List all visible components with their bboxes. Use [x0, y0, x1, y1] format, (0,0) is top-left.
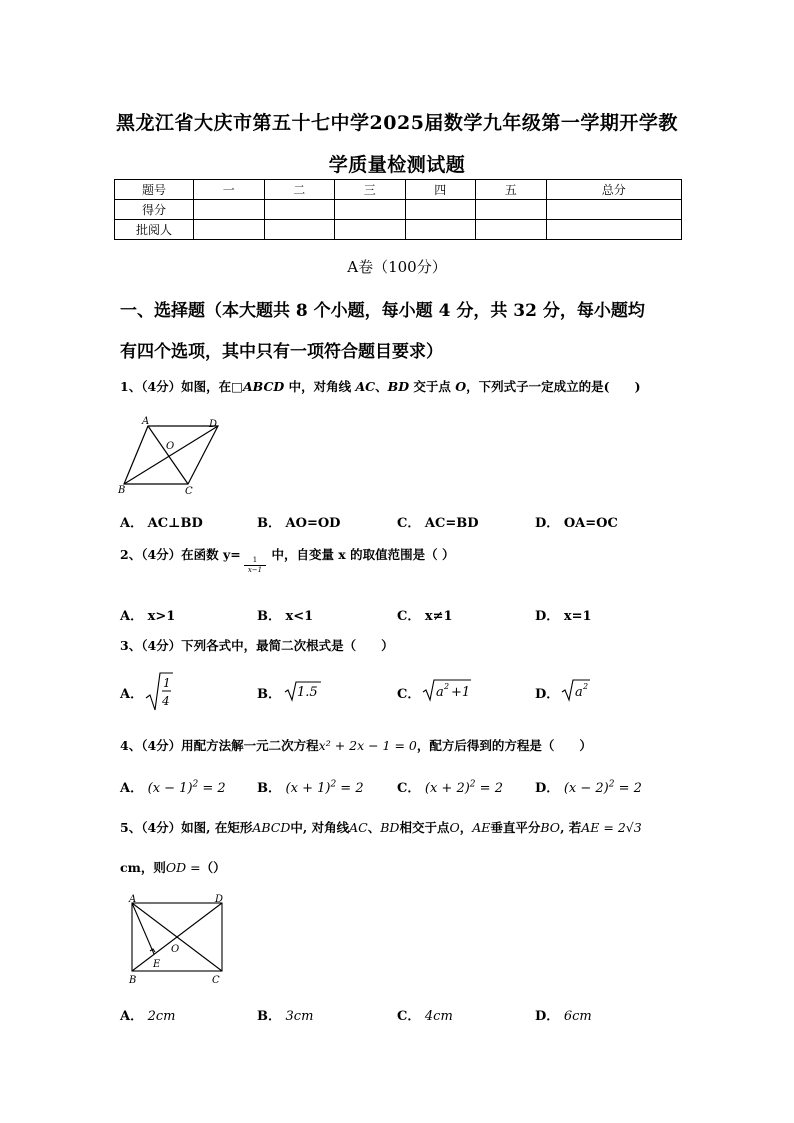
figure-label: E: [153, 959, 161, 970]
score-table: [114, 179, 682, 240]
fraction-numerator: 1: [252, 556, 258, 564]
q1-var: ABCD: [242, 379, 285, 394]
score-header-cell: 五: [476, 180, 547, 200]
q1-option-c[interactable]: C． AC=BD: [397, 516, 479, 531]
section-heading-line-2: 有四个选项，其中只有一项符合题目要求）: [120, 342, 443, 362]
radicand-denominator: 4: [162, 694, 170, 708]
q1-text: 、: [375, 379, 388, 394]
question-5-stem-line-2: cm，则OD =（）: [120, 860, 226, 875]
q2-option-a[interactable]: A． x>1: [120, 609, 176, 624]
q2-fraction: [244, 556, 266, 575]
q1-var: AC: [355, 379, 376, 394]
figure-label: C: [212, 975, 220, 986]
score-header-cell: 二: [264, 180, 335, 200]
q4-option-b[interactable]: B． $(x + 1)^2 = 2$: [257, 779, 364, 796]
reviewer-cell[interactable]: [264, 220, 335, 240]
q3-option-b-letter[interactable]: B．: [257, 687, 281, 702]
question-1-stem: [120, 377, 641, 395]
figure-label: A: [142, 416, 150, 427]
q1-var: BD: [387, 379, 410, 394]
question-3-stem: 3、（4分）下列各式中，最简二次根式是（ ）: [120, 638, 394, 653]
q2-option-c[interactable]: C． x≠1: [397, 609, 453, 624]
q3-option-a-letter[interactable]: A．: [120, 687, 144, 702]
radicand-var: a: [575, 685, 583, 700]
question-4-stem: 4、（4分）用配方法解一元二次方程x² + 2x − 1 = 0，配方后得到的方程是（ ）: [120, 738, 592, 753]
q1-text: 交于点: [409, 379, 456, 394]
exam-title-line-1: 黑龙江省大庆市第五十七中学2025届数学九年级第一学期开学教: [116, 112, 678, 134]
q3-option-c-radical: [421, 677, 473, 703]
figure-label: C: [185, 486, 193, 496]
score-row: [115, 200, 682, 220]
equation: x² + 2x − 1 = 0: [318, 738, 417, 753]
q4-option-c[interactable]: C． $(x + 2)^2 = 2$: [397, 779, 503, 796]
volume-heading: A卷（100分）: [347, 258, 447, 276]
q4-option-a[interactable]: A． $(x - 1)^2 = 2$: [120, 779, 226, 796]
reviewer-cell[interactable]: [405, 220, 476, 240]
figure-label: B: [129, 975, 137, 986]
parallelogram-figure: [114, 414, 226, 496]
q3-option-d-radical: [560, 677, 592, 703]
figure-label: O: [166, 441, 175, 452]
q1-option-d[interactable]: D． OA=OC: [535, 516, 618, 531]
reviewer-cell[interactable]: [335, 220, 406, 240]
score-cell[interactable]: [264, 200, 335, 220]
question-5-stem: 5、（4分）如图, 在矩形ABCD中, 对角线AC、BD相交于点O，AE垂直平分BO, 若AE = 2√3: [120, 820, 642, 835]
q2-option-d[interactable]: D． x=1: [535, 609, 592, 624]
figure-label: A: [129, 894, 137, 905]
q1-text: ，下列式子一定成立的是( ): [466, 379, 641, 394]
radicand-exponent: 2: [444, 682, 450, 691]
radicand: 1.5: [297, 685, 318, 700]
score-header-cell: 一: [194, 180, 265, 200]
q1-text: 1、（4分）如图，在□: [120, 379, 243, 394]
radicand-exponent: 2: [583, 682, 589, 691]
q2-option-b[interactable]: B． x<1: [257, 609, 314, 624]
q3-option-c-letter[interactable]: C．: [397, 687, 421, 702]
score-table-header-row: [115, 180, 682, 200]
q1-option-b[interactable]: B． AO=OD: [257, 516, 341, 531]
q5-option-c[interactable]: C． 4cm: [397, 1009, 453, 1024]
exam-title-line-2: 学质量检测试题: [328, 154, 466, 176]
score-header-cell: 总分: [546, 180, 682, 200]
q1-text: 中，对角线: [284, 379, 356, 394]
reviewer-row-label: 批阅人: [115, 220, 194, 240]
score-cell[interactable]: [335, 200, 406, 220]
figure-label: D: [209, 419, 218, 430]
score-header-cell: 三: [335, 180, 406, 200]
q3-option-b-radical: [283, 679, 323, 703]
q4-option-d[interactable]: D． $(x - 2)^2 = 2$: [535, 779, 642, 796]
figure-label: D: [215, 894, 224, 905]
q3-option-d-letter[interactable]: D．: [535, 687, 560, 702]
reviewer-cell[interactable]: [194, 220, 265, 240]
score-cell[interactable]: [546, 200, 682, 220]
radicand-numerator: 1: [163, 676, 171, 690]
reviewer-row: [115, 220, 682, 240]
fraction-denominator: x−1: [244, 565, 266, 575]
question-2-stem: 2、（4分）在函数 y= 中，自变量 x 的取值范围是（ ）: [120, 547, 455, 562]
section-heading-line-1: 一、选择题（本大题共 8 个小题，每小题 4 分，共 32 分，每小题均: [120, 301, 645, 321]
rectangle-figure: [124, 893, 234, 989]
reviewer-cell[interactable]: [546, 220, 682, 240]
score-row-label: 得分: [115, 200, 194, 220]
score-cell[interactable]: [476, 200, 547, 220]
q5-option-d[interactable]: D． 6cm: [535, 1009, 592, 1024]
reviewer-cell[interactable]: [476, 220, 547, 240]
q1-var: O: [455, 379, 467, 394]
score-header-cell: 四: [405, 180, 476, 200]
q3-option-a-radical: [144, 670, 174, 714]
figure-label: B: [118, 485, 126, 496]
figure-label: O: [171, 944, 180, 955]
score-header-cell: 题号: [115, 180, 194, 200]
q5-option-b[interactable]: B． 3cm: [257, 1009, 314, 1024]
radicand-tail: +1: [451, 685, 471, 700]
q1-option-a[interactable]: A． AC⊥BD: [120, 516, 203, 531]
score-cell[interactable]: [405, 200, 476, 220]
score-cell[interactable]: [194, 200, 265, 220]
q5-option-a[interactable]: A． 2cm: [120, 1009, 176, 1024]
radicand-var: a: [436, 685, 444, 700]
